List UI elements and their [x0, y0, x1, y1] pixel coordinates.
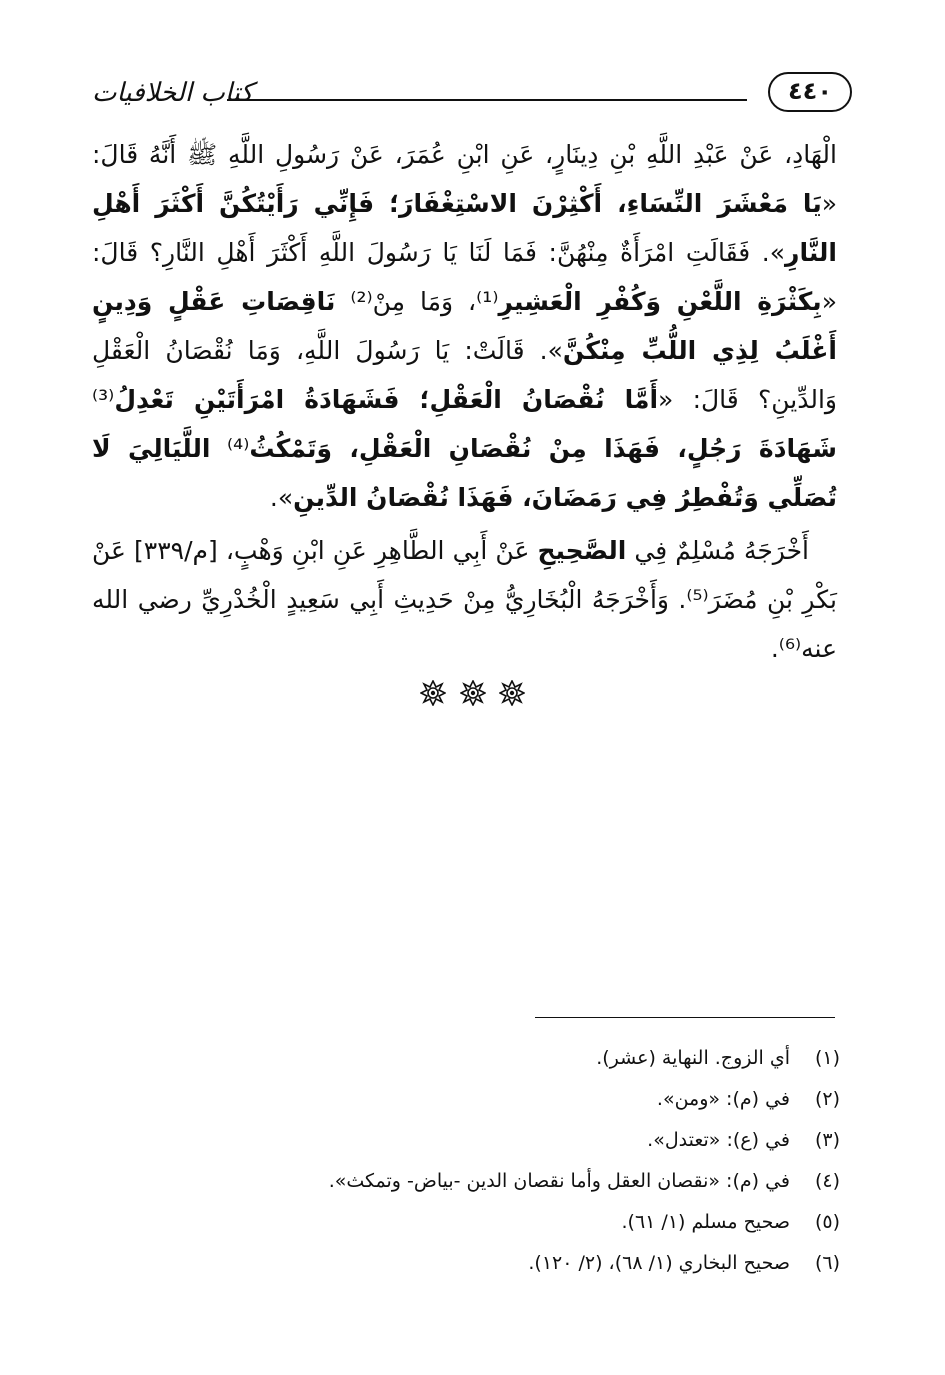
page-header: [92, 72, 852, 120]
page-number: ٤٤٠: [768, 72, 852, 112]
footnote-text: في (م): «نقصان العقل وأما نقصان الدين -بياض- وتمكث».: [328, 1170, 790, 1192]
flower-ornament-icon: [420, 680, 446, 706]
footnote-text: في (م): «ومن».: [656, 1088, 790, 1110]
footnote-number: (١): [814, 1047, 840, 1069]
footnote-number: (٣): [814, 1129, 840, 1151]
takhrij-paragraph: [92, 526, 837, 673]
takhrij-text: عَنْ أَبِي الطَّاهِرِ عَنِ ابْنِ وَهْبٍ، [م/٣٣٩] عَنْ بَكْرِ بْنِ مُضَرَ⁽⁵⁾. وَأَخْرَجَهُ الْبُخَارِيُّ مِنْ حَدِيثِ أَبِي سَعِيدٍ الْخُدْرِيِّ رضي الله عنه⁽⁶⁾.: [92, 536, 837, 663]
footnote-text: صحيح البخاري (١/ ٦٨)، (٢/ ١٢٠).: [528, 1252, 790, 1274]
hadith-text: ⁽¹⁾، وَمَا مِنْ⁽²⁾: [335, 287, 499, 316]
footnote-number: (٢): [814, 1088, 840, 1110]
footnote-marker: ⁽⁴⁾: [210, 434, 250, 463]
footnote-text: أي الزوج. النهاية (عشر).: [596, 1047, 790, 1069]
footnote-marker: ⁽³⁾: [92, 385, 115, 414]
footnote-item: [200, 1079, 840, 1120]
flower-ornament-icon: [499, 680, 525, 706]
hadith-quote: أَمَّا نُقْصَانُ الْعَقْلِ؛ فَشَهَادَةُ امْرَأَتَيْنِ تَعْدِلُ: [114, 385, 659, 414]
hadith-text: ». قَالَتْ: يَا رَسُولَ اللَّهِ، وَمَا نُقْصَانُ الْعَقْلِ وَالدِّينِ؟ قَالَ: «: [92, 336, 837, 414]
footnote-number: (٥): [814, 1211, 840, 1233]
footnote-number: (٤): [814, 1170, 840, 1192]
hadith-text: ».: [269, 483, 294, 512]
footnote-number: (٦): [814, 1252, 840, 1274]
footnote-item: [200, 1120, 840, 1161]
hadith-quote: شَهَادَةَ رَجُلٍ، فَهَذَا مِنْ نُقْصَانِ الْعَقْلِ، وَتَمْكُثُ: [249, 434, 837, 463]
hadith-text: الْهَادِ، عَنْ عَبْدِ اللَّهِ بْنِ دِينَارٍ، عَنِ ابْنِ عُمَرَ، عَنْ رَسُولِ اللَّهِ ﷺ أَنَّهُ قَالَ: «: [92, 140, 837, 218]
section-ornament: [0, 680, 945, 710]
hadith-text: ». فَقَالَتِ امْرَأَةٌ مِنْهُنَّ: فَمَا لَنَا يَا رَسُولَ اللَّهِ أَكْثَرَ أَهْلِ النَّارِ؟ قَالَ: «: [92, 238, 837, 316]
takhrij-text: أَخْرَجَهُ مُسْلِمٌ فِي: [626, 536, 809, 565]
flower-ornament-icon: [460, 680, 486, 706]
main-text: [92, 130, 837, 673]
hadith-quote: يَا مَعْشَرَ النِّسَاءِ، أَكْثِرْنَ الاسْتِغْفَارَ؛ فَإِنِّي رَأَيْتُكُنَّ أَكْثَرَ أَهْلِ النَّارِ: [92, 189, 837, 267]
footnote-separator: [535, 1017, 835, 1018]
footnote-text: صحيح مسلم (١/ ٦١).: [621, 1211, 790, 1233]
hadith-quote: بِكَثْرَةِ اللَّعْنِ وَكُفْرِ الْعَشِيرِ: [498, 287, 822, 316]
footnotes: [200, 1038, 840, 1284]
footnote-item: [200, 1202, 840, 1243]
header-rule: [227, 99, 747, 101]
book-title: كتاب الخلافيات: [92, 78, 254, 108]
source-title: الصَّحِيحِ: [537, 536, 627, 565]
footnote-item: [200, 1038, 840, 1079]
hadith-quote: نَاقِصَاتِ عَقْلٍ وَدِينٍ أَغْلَبُ لِذِي اللُّبِّ مِنْكُنَّ: [92, 287, 837, 365]
footnote-text: في (ع): «تعتدل».: [647, 1129, 790, 1151]
footnote-item: [200, 1243, 840, 1284]
hadith-paragraph: [92, 130, 837, 522]
hadith-quote: اللَّيَالِيَ لَا تُصَلِّي وَتُفْطِرُ فِي رَمَضَانَ، فَهَذَا نُقْصَانُ الدِّينِ: [92, 434, 837, 512]
footnote-item: [200, 1161, 840, 1202]
